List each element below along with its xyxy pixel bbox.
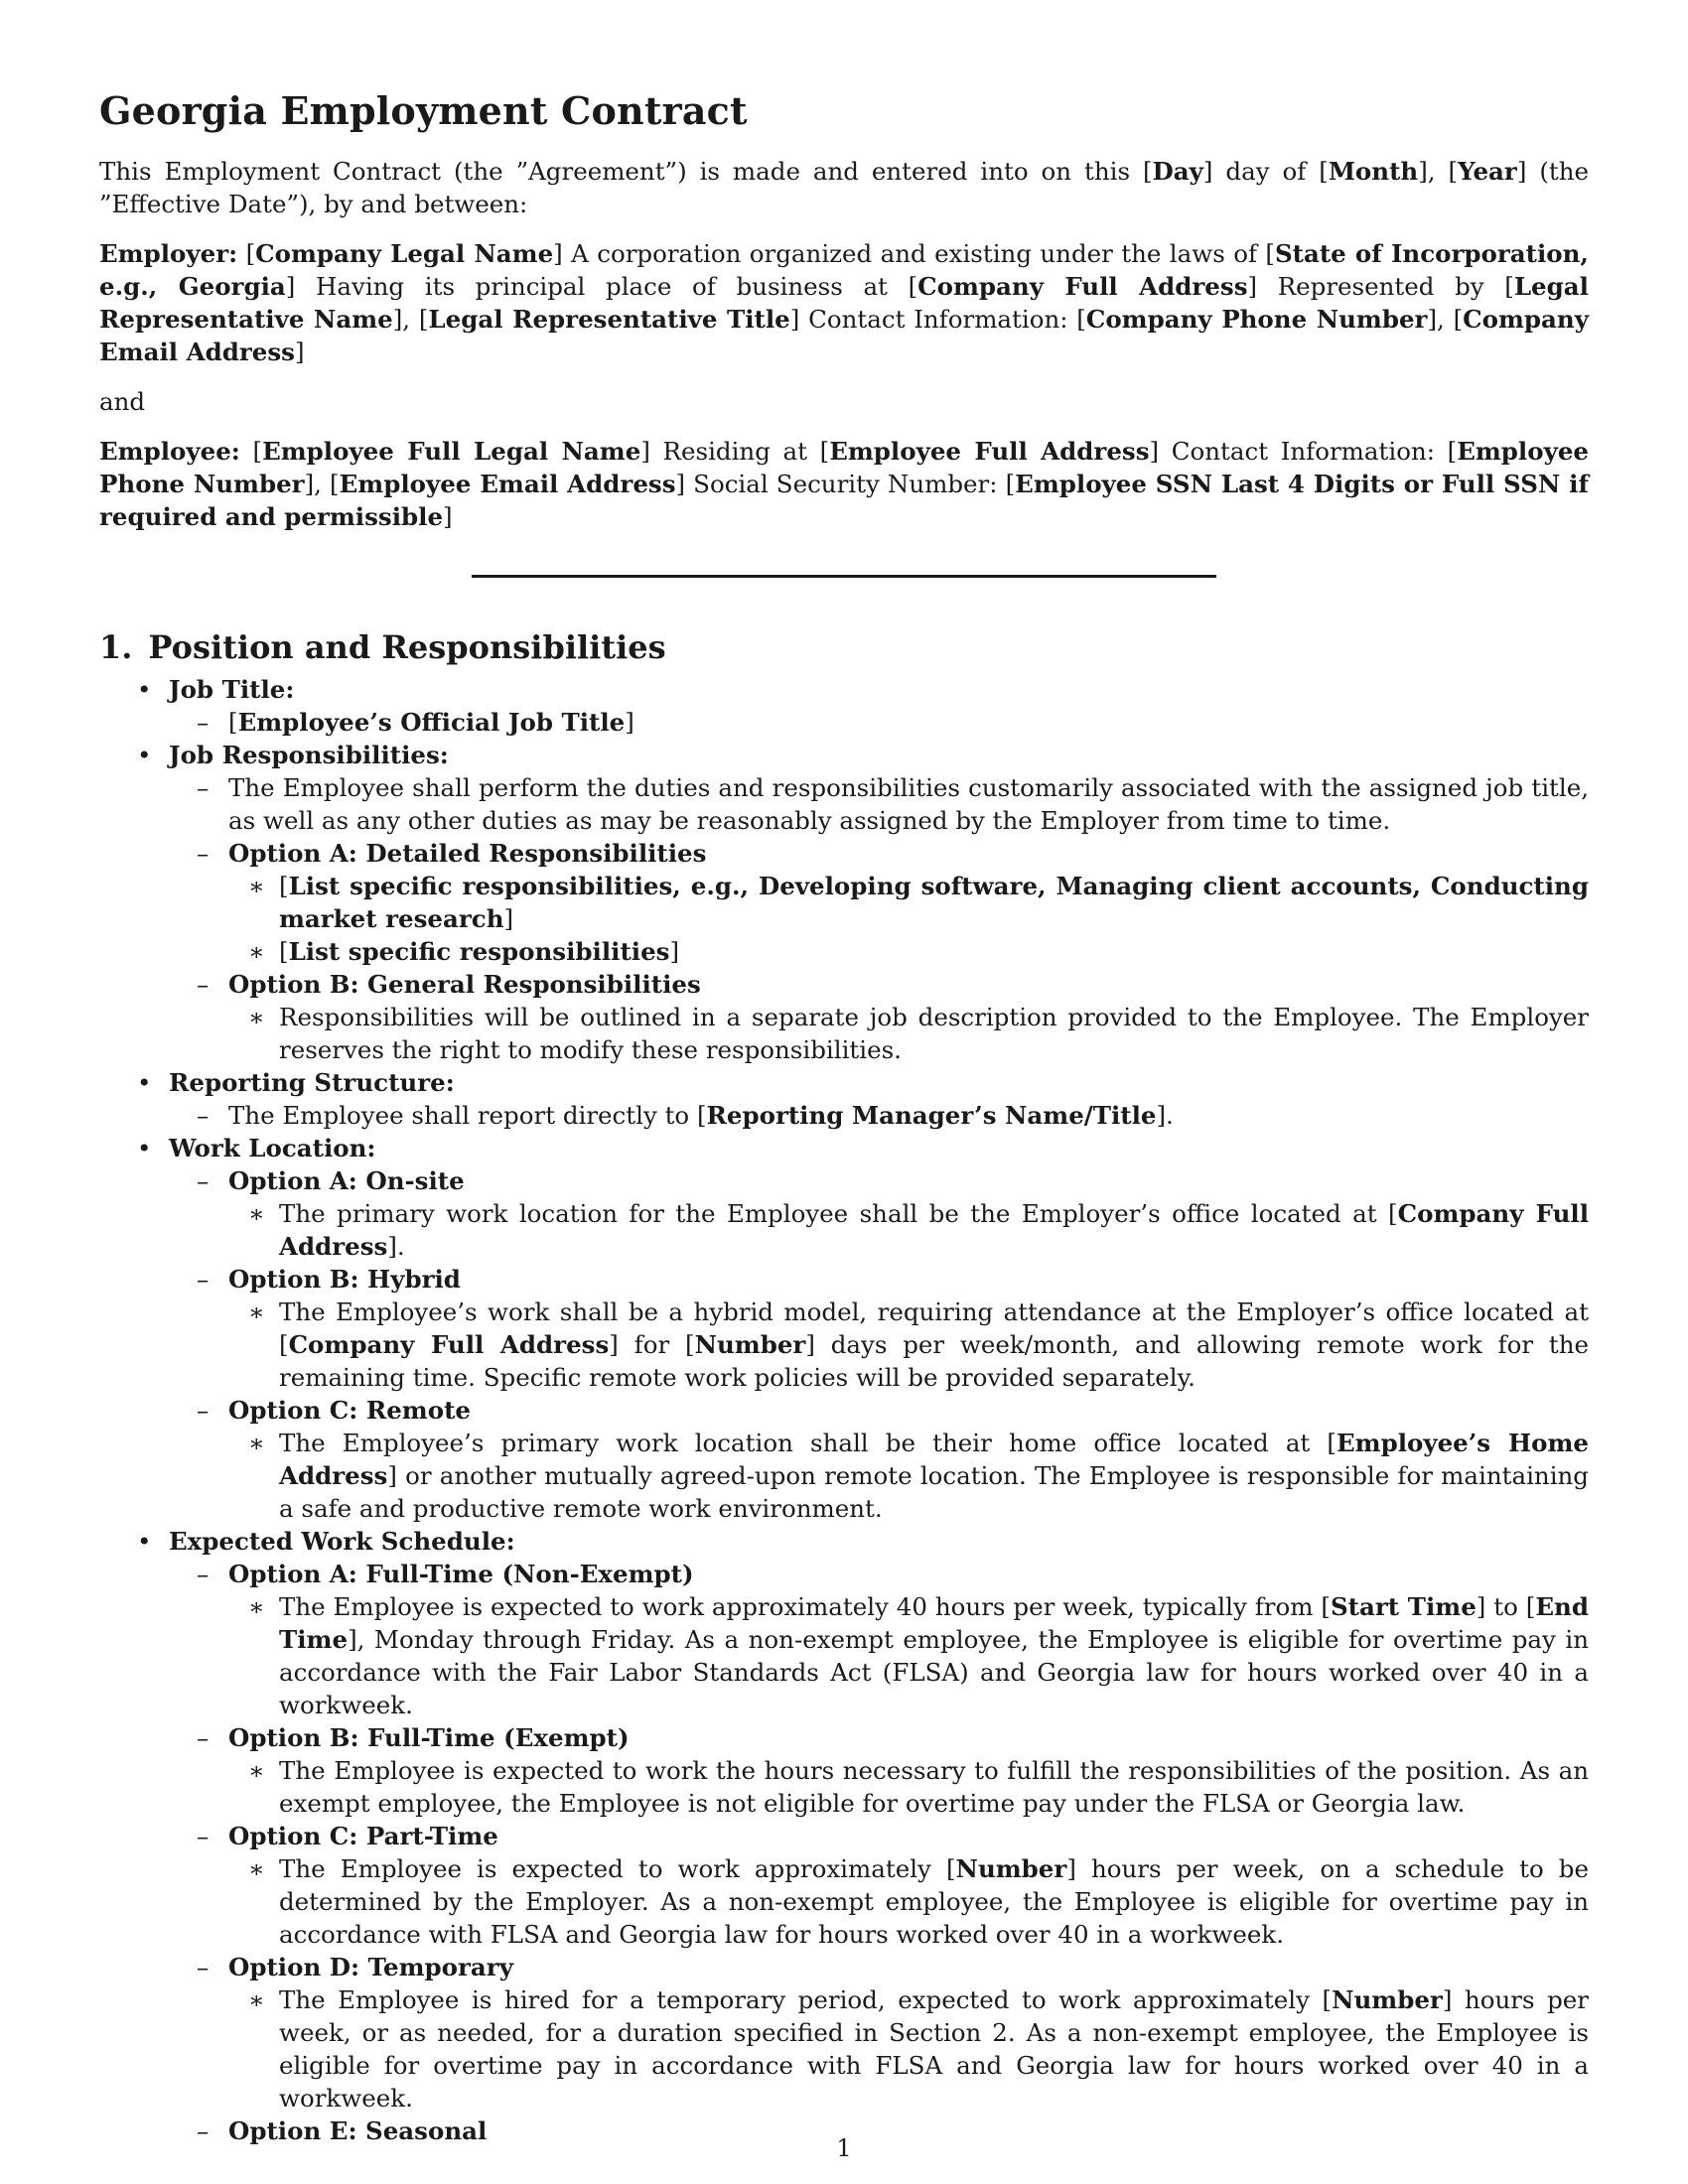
option-label: Option C: Part-Time [228,1822,498,1850]
list-item: ∗ The Employee is expected to work the hours necessary to fulfill the responsibilities of the position. As an exempt employee, the Employee is not eligible for overtime pay under the FLSA or Georgia law. [99,1754,1589,1820]
list-item-option-c [99,1394,1589,1525]
placeholder-job-title: Employee’s Official Job Title [237,708,626,737]
placeholder-year: Year [1458,157,1517,186]
employer-text-4: Contact Information: [ [808,305,1086,334]
option-label: Option B: Full-Time (Exempt) [228,1723,630,1752]
option-label: Option A: Full-Time (Non-Exempt) [228,1560,694,1588]
placeholder-responsibility: List specific responsibilities, e.g., Developing software, Managing client accounts, Conducting market research [279,872,1589,933]
placeholder-home-address: Employee’s Home Address [279,1429,1589,1490]
placeholder-employee-address: Employee Full Address [829,437,1150,466]
option-label: Option B: Hybrid [228,1265,461,1294]
document-body [99,87,1589,2147]
reporting-text-2: ]. [1156,1101,1174,1130]
placeholder-company-email: Company Email Address [99,305,1589,366]
list-item-option-b [99,1263,1589,1394]
placeholder-company-address: Company Full Address [917,272,1248,301]
placeholder-rep-name: Legal Representative Name [99,272,1589,334]
list-item [99,1590,1589,1721]
and-text: and [99,387,146,416]
list-item-job-title [99,673,1589,739]
placeholder-employee-email: Employee Email Address [339,470,676,498]
placeholder-state: State of Incorporation, e.g., Georgia [99,239,1589,301]
intro-paragraph [99,155,1589,220]
option-label: Option B: General Responsibilities [228,970,701,999]
list-item [99,1099,1589,1132]
employer-text-3: Represented by [ [1277,272,1514,301]
list-item-reporting-structure [99,1066,1589,1132]
list-item: ∗ [List specific responsibilities] [99,935,1589,968]
list-item-job-responsibilities [99,739,1589,1066]
list-item: ∗ [List specific responsibilities, e.g., Developing software, Managing client accounts, Conducting market research] [99,870,1589,935]
list-item-option-a [99,1558,1589,1721]
schedule-d-text-2: ] hours per week, or as needed, for a duration specified in Section 2. As a non-exempt employee, the Employee is eligible for overtime pay in accordance with FLSA and Georgia law for hours worked over 40 in a workweek. [279,1985,1589,2113]
page-number: 1 [836,2134,852,2162]
option-label: Option A: On-site [228,1166,465,1195]
placeholder-employee-ssn: Employee SSN Last 4 Digits or Full SSN if required and permissible [99,470,1589,531]
placeholder-end-time: End Time [279,1592,1589,1654]
employee-text-2: Contact Information: [ [1171,437,1458,466]
employer-label: Employer: [99,239,238,268]
location-a-text-2: ]. [387,1232,405,1261]
placeholder-company-address: Company Full Address [288,1330,610,1359]
intro-text-2: ] day of [ [1202,157,1329,186]
placeholder-responsibility: List specific responsibilities [288,937,670,966]
list-item [99,1852,1589,1951]
employee-label: Employee: [99,437,240,466]
intro-text-1: This Employment Contract (the ”Agreement”) is made and entered into on this [ [99,157,1153,186]
placeholder-number: Number [694,1330,806,1359]
employee-text-1: Residing at [ [662,437,830,466]
list-item-option-d [99,1951,1589,2115]
placeholder-employee-phone: Employee Phone Number [99,437,1589,498]
job-title-label: Job Title: [169,675,295,704]
job-responsibilities-label: Job Responsibilities: [169,741,449,769]
list-item-option-a [99,1164,1589,1263]
schedule-a-text-2: ] to [ [1476,1592,1536,1621]
employee-block: Employee: [Employee Full Legal Name] Residing at [Employee Full Address] Contact Information: [Employee Phone Number], [Employee Email Address] Social Security Number: [Employee SSN Last 4 Digits or Full SSN if required and permissible] [99,437,1589,531]
location-a-text-1: The primary work location for the Employee shall be the Employer’s office located at [ [279,1199,1398,1228]
list-item: – The Employee shall perform the duties and responsibilities customarily associated with the assigned job title, as well as any other duties as may be reasonably assigned by the Employer from time to time. [99,771,1589,837]
schedule-c-text-2: ] hours per week, on a schedule to be determined by the Employer. As a non-exempt employee, the Employee is eligible for overtime pay in accordance with FLSA and Georgia law for hours worked over 40 in a workweek. [279,1854,1589,1949]
list-item [99,1197,1589,1263]
section-1-list [99,673,1589,2147]
schedule-d-text-1: The Employee is hired for a temporary period, expected to work approximately [ [279,1985,1333,2014]
employer-text-2: Having its principal place of business at [ [316,272,918,301]
list-item: ∗ Responsibilities will be outlined in a separate job description provided to the Employee. The Employer reserves the right to modify these responsibilities. [99,1001,1589,1066]
work-location-label: Work Location: [169,1134,376,1162]
placeholder-rep-title: Legal Representative Title [428,305,790,334]
placeholder-month: Month [1328,157,1419,186]
location-b-text-1: The Employee’s work shall be a hybrid model, requiring attendance at the Employer’s office located at [ [279,1297,1589,1359]
list-item [99,1427,1589,1525]
intro-text-4: ] (the ”Effective Date”), by and between: [99,157,1589,218]
placeholder-employee-name: Employee Full Legal Name [262,437,641,466]
employee-text-3: Social Security Number: [ [693,470,1016,498]
placeholder-number: Number [1332,1985,1443,2014]
placeholder-company-address: Company Full Address [279,1199,1590,1261]
option-label: Option D: Temporary [228,1953,513,1981]
location-b-text-3: ] days per week/month, and allowing remote work for the remaining time. Specific remote work policies will be provided separately. [279,1330,1589,1392]
list-item-work-schedule [99,1525,1589,2147]
location-c-text-2: ] or another mutually agreed-upon remote location. The Employee is responsible for maintaining a safe and productive remote work environment. [279,1461,1589,1523]
option-label: Option A: Detailed Responsibilities [228,839,707,868]
reporting-structure-label: Reporting Structure: [169,1068,455,1097]
schedule-c-text-1: The Employee is expected to work approximately [ [279,1854,956,1883]
schedule-a-text-3: ], Monday through Friday. As a non-exempt employee, the Employee is eligible for overtime pay in accordance with the Fair Labor Standards Act (FLSA) and Georgia law for hours worked over 40 in a workweek. [279,1625,1589,1719]
placeholder-number: Number [955,1854,1067,1883]
option-label: Option C: Remote [228,1396,471,1425]
list-item: – [Employee’s Official Job Title] [99,706,1589,739]
list-item-option-a [99,837,1589,968]
placeholder-manager: Reporting Manager’s Name/Title [706,1101,1157,1130]
placeholder-company-phone: Company Phone Number [1085,305,1428,334]
employer-text-1: A corporation organized and existing under the laws of [ [571,239,1275,268]
option-label: Option E: Seasonal [228,2116,488,2145]
placeholder-start-time: Start Time [1330,1592,1477,1621]
list-item-option-b [99,1721,1589,1820]
horizontal-divider [472,575,1216,578]
reporting-text-1: The Employee shall report directly to [ [228,1101,707,1130]
list-item-option-b [99,968,1589,1066]
document-title: Georgia Employment Contract [99,88,748,133]
list-item [99,1296,1589,1394]
schedule-a-text-1: The Employee is expected to work approximately 40 hours per week, typically from [ [279,1592,1331,1621]
section-1-heading: 1. Position and Responsibilities [99,628,666,666]
location-b-text-2: ] for [ [609,1330,695,1359]
placeholder-day: Day [1152,157,1203,186]
location-c-text-1: The Employee’s primary work location shall be their home office located at [ [279,1429,1336,1457]
employer-block: Employer: [Company Legal Name] A corporation organized and existing under the laws of [State of Incorporation, e.g., Georgia] Having its principal place of business at [Company Full Address] Represented by [Legal Representative Name], [Legal Representative Title] Contact Information: [Company Phone Number], [Company Email Address] [99,239,1589,366]
list-item-work-location [99,1132,1589,1525]
work-schedule-label: Expected Work Schedule: [169,1527,515,1556]
intro-text-3: ], [ [1418,157,1459,186]
list-item-option-c [99,1820,1589,1951]
placeholder-company-name: Company Legal Name [255,239,554,268]
list-item [99,1983,1589,2115]
